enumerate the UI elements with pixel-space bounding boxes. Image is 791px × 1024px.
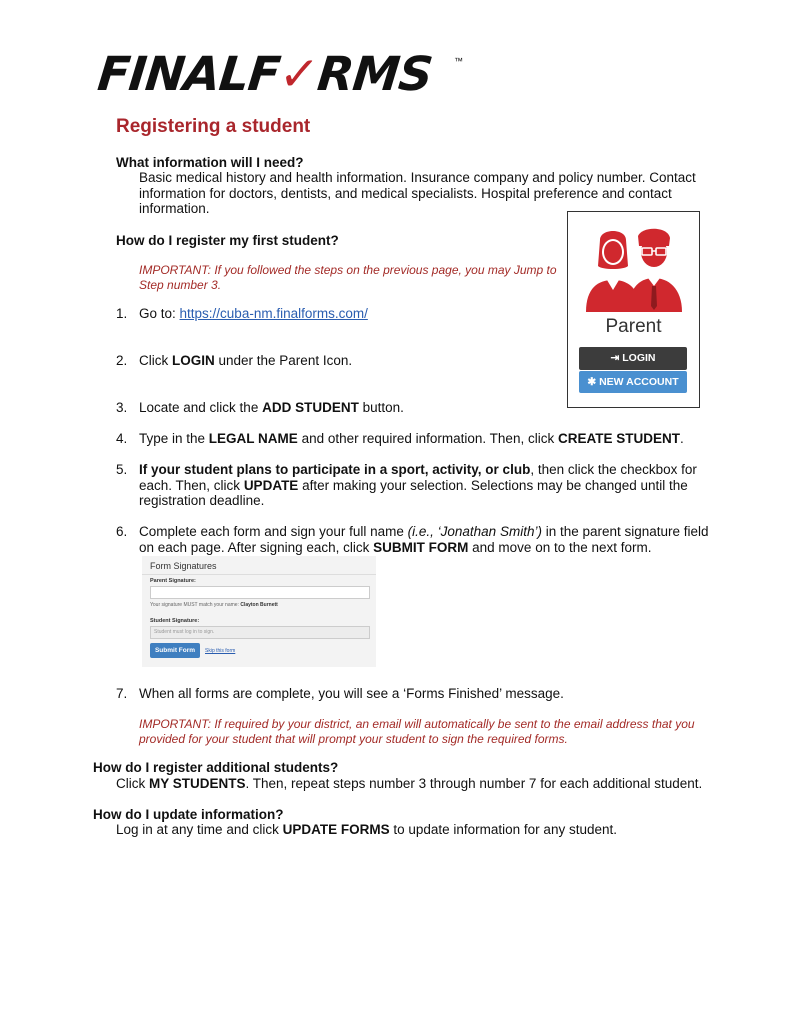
step-4: Type in the LEGAL NAME and other required information. Then, click CREATE STUDENT. xyxy=(139,431,684,446)
page-title: Registering a student xyxy=(116,116,311,137)
step-5: If your student plans to participate in a sport, activity, or club, then click the checkbox for each. Then, click UPDATE after making your selection. Selections may be changed until the registration deadline. xyxy=(139,462,697,508)
new-account-button[interactable]: ✱ NEW ACCOUNT xyxy=(579,371,687,393)
asterisk-icon: ✱ xyxy=(587,376,600,388)
student-signature-input: Student must log in to sign. xyxy=(150,626,370,639)
parent-card xyxy=(567,211,700,408)
important-note-jump: IMPORTANT: If you followed the steps on the previous page, you may Jump to Step number 3. xyxy=(139,263,557,292)
step-3: Locate and click the ADD STUDENT button. xyxy=(139,400,404,415)
skip-form-link[interactable]: Skip this form xyxy=(205,648,236,654)
signature-match-note: Your signature MUST match your name: Clayton Burnett xyxy=(150,602,278,608)
submit-form-button[interactable]: Submit Form xyxy=(150,643,200,658)
logo-wordmark: FINALF✓RMS xyxy=(95,47,435,102)
step-number: 1. xyxy=(116,306,128,321)
step-number: 2. xyxy=(116,353,128,368)
answer-additional: Click MY STUDENTS. Then, repeat steps number 3 through number 7 for each additional student. xyxy=(116,776,703,791)
parent-signature-input[interactable] xyxy=(150,586,370,599)
question-additional: How do I register additional students? xyxy=(93,760,339,775)
parent-label: Parent xyxy=(605,316,662,337)
divider xyxy=(142,574,376,575)
finalforms-link[interactable]: https://cuba-nm.finalforms.com/ xyxy=(179,306,368,321)
question-need: What information will I need? xyxy=(116,155,304,170)
login-button[interactable]: ⇥ LOGIN xyxy=(579,347,687,370)
step-1: Go to: https://cuba-nm.finalforms.com/ xyxy=(139,306,368,321)
form-signatures-title: Form Signatures xyxy=(150,561,217,571)
important-note-email: IMPORTANT: If required by your district, an email will automatically be sent to the email address that you provided for your student that will prompt your student to sign the required forms. xyxy=(139,717,695,746)
finalforms-logo xyxy=(95,47,468,102)
step-6: Complete each form and sign your full name (i.e., ‘Jonathan Smith’) in the parent signature field on each page. After signing each, click SUBMIT FORM and move on to the next form. xyxy=(139,524,709,555)
question-first-student: How do I register my first student? xyxy=(116,233,339,248)
answer-update: Log in at any time and click UPDATE FORMS to update information for any student. xyxy=(116,822,617,837)
login-icon: ⇥ xyxy=(610,352,623,364)
question-update: How do I update information? xyxy=(93,807,284,822)
answer-need: Basic medical history and health information. Insurance company and policy number. Contact information for doctors, dentists, and medical specialists. Hospital preference and contact information. xyxy=(139,170,696,216)
step-number: 3. xyxy=(116,400,128,415)
step-number: 4. xyxy=(116,431,128,446)
step-7: When all forms are complete, you will see a ‘Forms Finished’ message. xyxy=(139,686,564,701)
step-number: 7. xyxy=(116,686,128,701)
parent-signature-label: Parent Signature: xyxy=(150,578,196,584)
step-number: 5. xyxy=(116,462,128,477)
step-2: Click LOGIN under the Parent Icon. xyxy=(139,353,353,368)
step-number: 6. xyxy=(116,524,128,539)
trademark-mark: ™ xyxy=(454,56,463,66)
student-signature-label: Student Signature: xyxy=(150,618,200,624)
parent-couple-icon xyxy=(580,222,686,314)
form-signatures-screenshot xyxy=(142,556,376,667)
